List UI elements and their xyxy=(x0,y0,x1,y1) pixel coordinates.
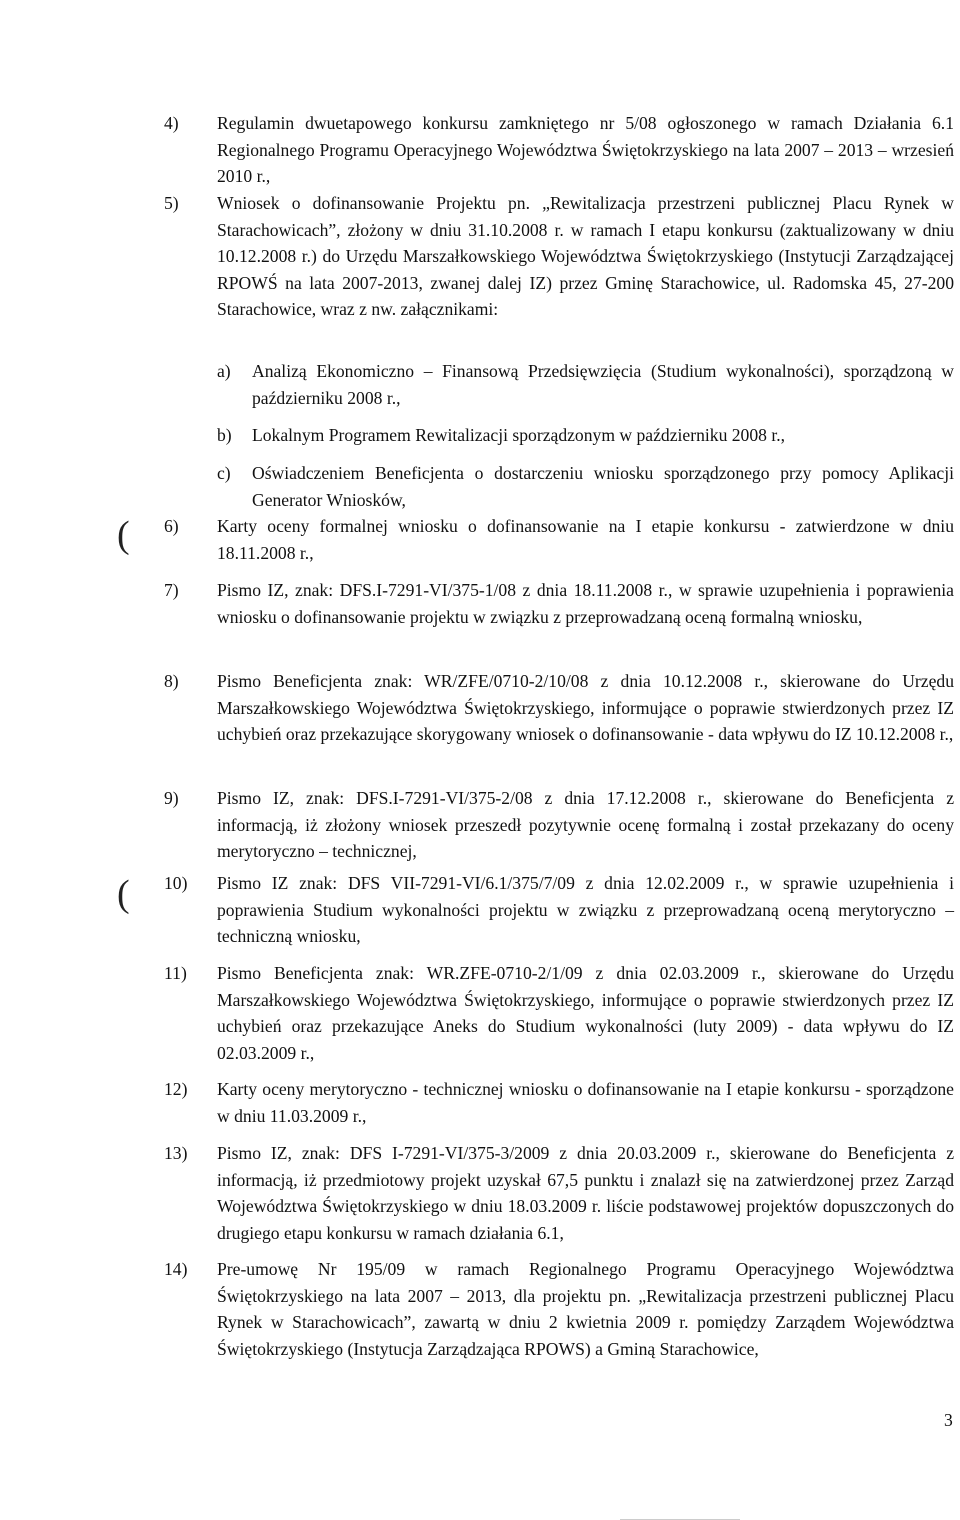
list-item xyxy=(164,1256,954,1362)
sub-item xyxy=(217,422,954,449)
list-item xyxy=(164,1140,954,1246)
item-text: Pismo IZ, znak: DFS.I-7291-VI/375-1/08 z dnia 18.11.2008 r., w sprawie uzupełnienia i poprawienia wniosku o dofinansowanie projektu w związku z przeprowadzaną oceną formalną wniosku, xyxy=(217,580,954,627)
item-text: Pismo IZ znak: DFS VII-7291-VI/6.1/375/7/09 z dnia 12.02.2009 r., w sprawie uzupełnienia i poprawienia Studium wykonalności projektu w związku z przeprowadzaną oceną merytoryczno – techniczną wniosku, xyxy=(217,873,954,946)
item-number: 13) xyxy=(164,1143,188,1163)
item-text: Pismo Beneficjenta znak: WR/ZFE/0710-2/10/08 z dnia 10.12.2008 r., skierowane do Urzędu Marszałkowskiego Województwa Świętokrzyskiego, informujące o poprawie stwierdzonych przez IZ uchybień oraz przekazujące skorygowany wniosek o dofinansowanie - data wpływu do IZ 10.12.2008 r., xyxy=(217,671,954,744)
item-number: 11) xyxy=(164,963,187,983)
list-item xyxy=(164,785,954,865)
margin-bracket-mark: ( xyxy=(117,873,130,915)
list-item xyxy=(164,1076,954,1129)
sub-item-text: Oświadczeniem Beneficjenta o dostarczeniu wniosku sporządzonego przy pomocy Aplikacji Generator Wniosków, xyxy=(252,463,954,510)
sub-item-text: Lokalnym Programem Rewitalizacji sporządzonym w październiku 2008 r., xyxy=(252,425,786,445)
item-text: Pismo IZ, znak: DFS.I-7291-VI/375-2/08 z dnia 17.12.2008 r., skierowane do Beneficjenta z informacją, iż złożony wniosek przeszedł pozytywnie ocenę formalną i został przekazany do oceny merytoryczno – technicznej, xyxy=(217,788,954,861)
item-text: Pre-umowę Nr 195/09 w ramach Regionalnego Programu Operacyjnego Województwa Świętokrzyskiego na lata 2007 – 2013, dla projektu pn. „Rewitalizacja przestrzeni publicznej Placu Rynek w Starachowicach”, zawartą w dniu 2 kwietnia 2009 r. pomiędzy Zarządem Województwa Świętokrzyskiego (Instytucja Zarządzająca RPOWS) a Gminą Starachowice, xyxy=(217,1259,954,1359)
sub-item-letter: a) xyxy=(217,361,231,381)
sub-item-text: Analizą Ekonomiczno – Finansową Przedsięwzięcia (Studium wykonalności), sporządzoną w październiku 2008 r., xyxy=(252,361,954,408)
list-item xyxy=(164,870,954,950)
item-text: Karty oceny formalnej wniosku o dofinansowanie na I etapie konkursu - zatwierdzone w dniu 18.11.2008 r., xyxy=(217,516,954,563)
list-item xyxy=(164,668,954,748)
item-number: 6) xyxy=(164,516,179,536)
sub-item xyxy=(217,358,954,411)
sub-item xyxy=(217,460,954,513)
item-number: 14) xyxy=(164,1259,188,1279)
item-number: 5) xyxy=(164,193,179,213)
page-number: 3 xyxy=(944,1410,953,1430)
list-item xyxy=(164,577,954,630)
item-text: Pismo IZ, znak: DFS I-7291-VI/375-3/2009 z dnia 20.03.2009 r., skierowane do Beneficjenta z informacją, iż przedmiotowy projekt uzyskał 67,5 punktu i znalazł się na zatwierdzonej przez Zarząd Województwa Świętokrzyskiego w dniu 18.03.2009 r. liście podstawowej projektów dopuszczonych do drugiego etapu konkursu w ramach działania 6.1, xyxy=(217,1143,954,1243)
list-item xyxy=(164,190,954,323)
item-number: 4) xyxy=(164,113,179,133)
sub-item-letter: b) xyxy=(217,425,232,445)
item-text: Karty oceny merytoryczno - technicznej wniosku o dofinansowanie na I etapie konkursu - sporządzone w dniu 11.03.2009 r., xyxy=(217,1079,954,1126)
item-text: Wniosek o dofinansowanie Projektu pn. „Rewitalizacja przestrzeni publicznej Placu Rynek w Starachowicach”, złożony w dniu 31.10.2008 r. w ramach I etapu konkursu (zaktualizowany w dniu 10.12.2008 r.) do Urzędu Marszałkowskiego Województwa Świętokrzyskiego (Instytucji Zarządzającej RPOWŚ na lata 2007-2013, zwanej dalej IZ) przez Gminę Starachowice, ul. Radomska 45, 27-200 Starachowice, wraz z nw. załącznikami: xyxy=(217,193,954,319)
item-text: Regulamin dwuetapowego konkursu zamkniętego nr 5/08 ogłoszonego w ramach Działania 6.1 Regionalnego Programu Operacyjnego Województwa Świętokrzyskiego na lata 2007 – 2013 – wrzesień 2010 r., xyxy=(217,113,954,186)
item-number: 9) xyxy=(164,788,179,808)
list-item xyxy=(164,110,954,190)
margin-bracket-mark: ( xyxy=(117,514,130,556)
sub-item-letter: c) xyxy=(217,463,231,483)
list-item xyxy=(164,513,954,566)
item-number: 12) xyxy=(164,1079,188,1099)
item-text: Pismo Beneficjenta znak: WR.ZFE-0710-2/1/09 z dnia 02.03.2009 r., skierowane do Urzędu Marszałkowskiego Województwa Świętokrzyskiego, informujące o poprawie stwierdzonych przez IZ uchybień oraz przekazujące Aneks do Studium wykonalności (luty 2009) - data wpływu do IZ 02.03.2009 r., xyxy=(217,963,954,1063)
item-number: 10) xyxy=(164,873,188,893)
item-number: 8) xyxy=(164,671,179,691)
list-item xyxy=(164,960,954,1066)
item-number: 7) xyxy=(164,580,179,600)
